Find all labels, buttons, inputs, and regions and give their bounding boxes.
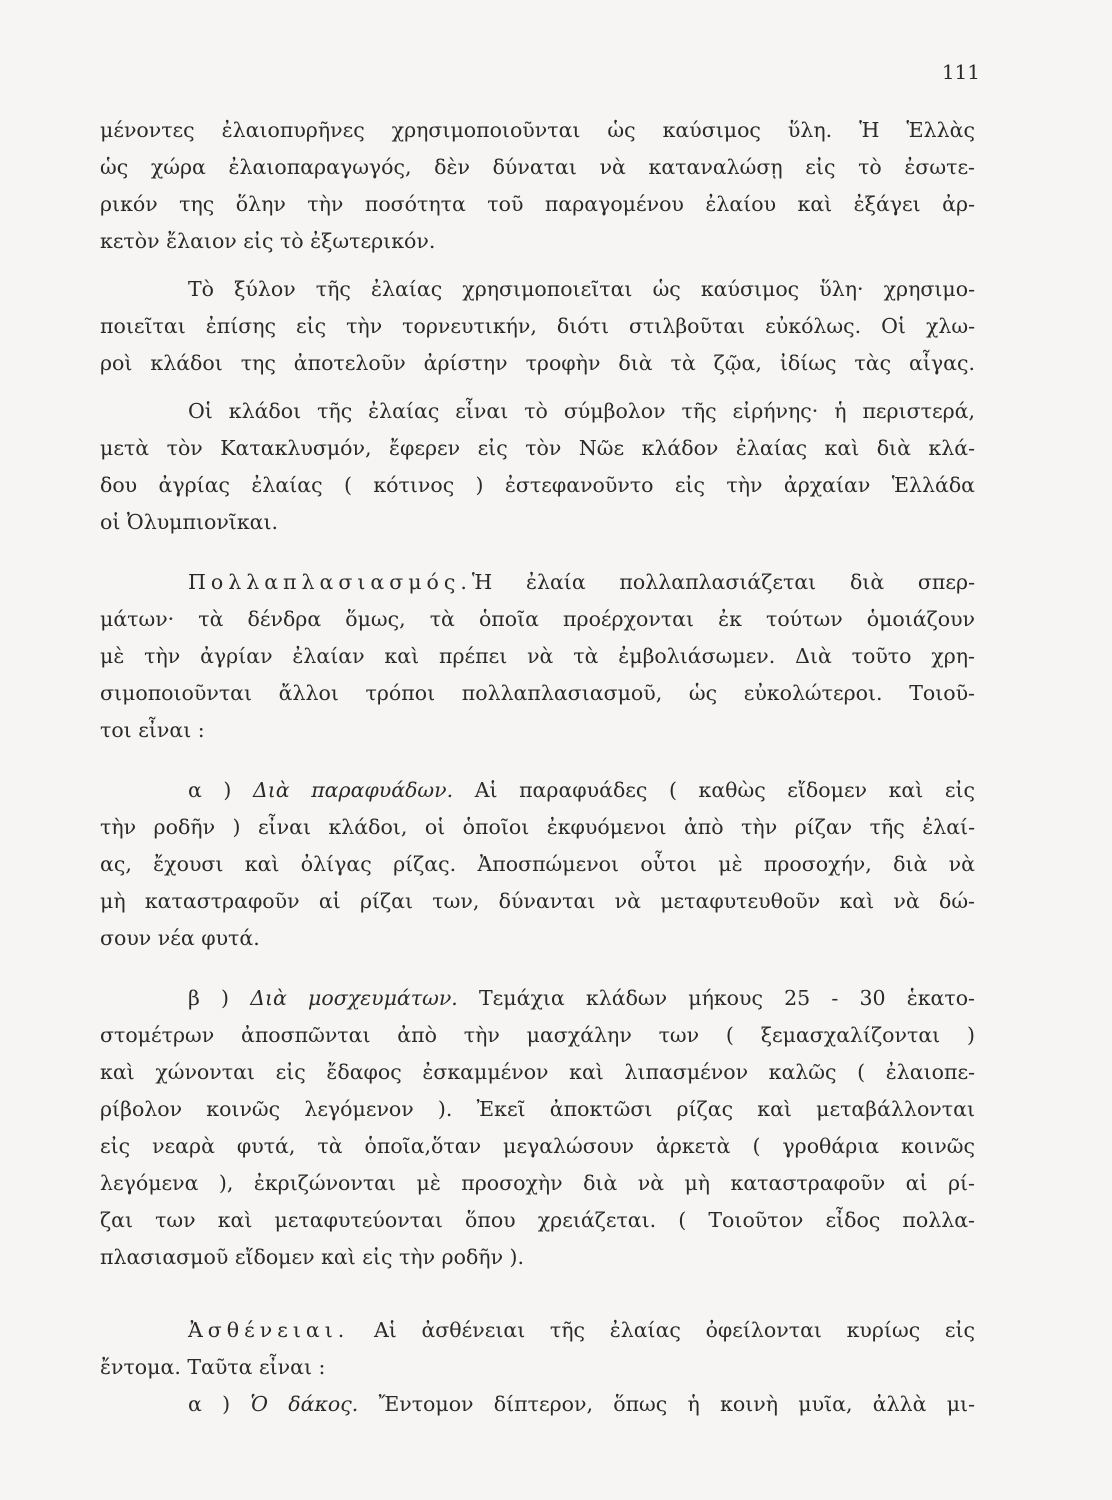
text-line: μάτων· τὰ δένδρα ὅμως, τὰ ὁποῖα προέρχονται ἐκ τούτων ὁμοιάζουν (100, 607, 975, 631)
text-line: κετὸν ἔλαιον εἰς τὸ ἐξωτερικόν. (100, 229, 436, 253)
list-marker: β ) (188, 986, 230, 1010)
heading-line-rest: Αἱ ἀσθένειαι τῆς ἐλαίας ὀφείλονται κυρίως εἰς (373, 1318, 975, 1342)
paragraph-propagation (100, 564, 975, 749)
text-line: ὡς χώρα ἐλαιοπαραγωγός, δὲν δύναται νὰ καταναλώσῃ εἰς τὸ ἐσωτε- (100, 155, 975, 179)
paragraph-olive-pits (100, 112, 975, 260)
subsection-line-rest: Ἔντομον δίπτερον, ὅπως ἡ κοινὴ μυῖα, ἀλλὰ μι- (378, 1392, 975, 1416)
text-line: σιμοποιοῦνται ἄλλοι τρόποι πολλαπλασιασμοῦ, ὡς εὐκολώτεροι. Τοιοῦ- (100, 681, 975, 705)
text-line: ἔντομα. Ταῦτα εἶναι : (100, 1355, 326, 1379)
text-line: Οἱ κλάδοι τῆς ἐλαίας εἶναι τὸ σύμβολον τῆς εἰρήνης· ἡ περιστερά, (188, 399, 975, 423)
text-line: μένοντες ἐλαιοπυρῆνες χρησιμοποιοῦνται ὡς καύσιμος ὕλη. Ἡ Ἑλλὰς (100, 118, 975, 142)
section-heading-diseases: Ἀσθένειαι. (188, 1318, 350, 1342)
subsection-title-olive-fly: Ὁ δάκος. (250, 1392, 359, 1416)
paragraph-olive-wood (100, 271, 975, 382)
text-line: ας, ἔχουσι καὶ ὀλίγας ρίζας. Ἀποσπώμενοι οὗτοι μὲ προσοχήν, διὰ νὰ (100, 852, 975, 876)
paragraph-diseases (100, 1312, 975, 1386)
text-line: λεγόμενα ), ἐκριζώνονται μὲ προσοχὴν διὰ νὰ μὴ καταστραφοῦν αἱ ρί- (100, 1171, 975, 1195)
text-line: εἰς νεαρὰ φυτά, τὰ ὁποῖα,ὅταν μεγαλώσουν ἀρκετὰ ( γροθάρια κοινῶς (100, 1134, 975, 1158)
text-block (100, 112, 975, 1423)
text-line: τὴν ροδῆν ) εἶναι κλάδοι, οἱ ὁποῖοι ἐκφυόμενοι ἀπὸ τὴν ρίζαν τῆς ἐλαί- (100, 815, 975, 839)
text-line: ρικόν της ὅλην τὴν ποσότητα τοῦ παραγομένου ἐλαίου καὶ ἐξάγει ἀρ- (100, 192, 975, 216)
text-line (100, 1386, 975, 1423)
list-marker: α ) (188, 778, 232, 802)
text-line: ρίβολον κοινῶς λεγόμενον ). Ἐκεῖ ἀποκτῶσι ρίζας καὶ μεταβάλλονται (100, 1097, 975, 1121)
text-line: ζαι των καὶ μεταφυτεύονται ὅπου χρειάζεται. ( Τοιοῦτον εἶδος πολλα- (100, 1208, 975, 1232)
text-line (100, 772, 975, 809)
text-line: μὲ τὴν ἀγρίαν ἐλαίαν καὶ πρέπει νὰ τὰ ἐμβολιάσωμεν. Διὰ τοῦτο χρη- (100, 644, 975, 668)
text-line: τοι εἶναι : (100, 718, 205, 742)
text-line: σουν νέα φυτά. (100, 926, 260, 950)
subsection-line-rest: Αἱ παραφυάδες ( καθὼς εἴδομεν καὶ εἰς (474, 778, 975, 802)
text-line (100, 1312, 975, 1349)
text-line: στομέτρων ἀποσπῶνται ἀπὸ τὴν μασχάλην των ( ξεμασχαλίζονται ) (100, 1023, 975, 1047)
paragraph-by-suckers (100, 772, 975, 957)
page-number: 111 (941, 60, 980, 84)
text-line (100, 980, 975, 1017)
subsection-title-suckers: Διὰ παραφυάδων. (252, 778, 454, 802)
section-heading-propagation: Πολλαπλασιασμός. (188, 570, 472, 594)
paragraph-by-cuttings (100, 980, 975, 1276)
subsection-title-cuttings: Διὰ μοσχευμάτων. (250, 986, 458, 1010)
text-line: ροὶ κλάδοι της ἀποτελοῦν ἀρίστην τροφὴν διὰ τὰ ζῷα, ἰδίως τὰς αἶγας. (100, 351, 975, 375)
text-line: μετὰ τὸν Κατακλυσμόν, ἔφερεν εἰς τὸν Νῶε κλάδον ἐλαίας καὶ διὰ κλά- (100, 436, 975, 460)
list-marker: α ) (188, 1392, 231, 1416)
heading-line-rest: Ἡ ἐλαία πολλαπλασιάζεται διὰ σπερ- (471, 570, 975, 594)
text-line: μὴ καταστραφοῦν αἱ ρίζαι των, δύνανται νὰ μεταφυτευθοῦν καὶ νὰ δώ- (100, 889, 975, 913)
text-line: Τὸ ξύλον τῆς ἐλαίας χρησιμοποιεῖται ὡς καύσιμος ὕλη· χρησιμο- (188, 277, 975, 301)
text-line: πλασιασμοῦ εἴδομεν καὶ εἰς τὴν ροδῆν ). (100, 1245, 525, 1269)
text-line: ποιεῖται ἐπίσης εἰς τὴν τορνευτικήν, διότι στιλβοῦται εὐκόλως. Οἱ χλω- (100, 314, 975, 338)
paragraph-peace-symbol (100, 393, 975, 541)
text-line (100, 564, 975, 601)
text-line: οἱ Ὀλυμπιονῖκαι. (100, 510, 279, 534)
text-line: δου ἀγρίας ἐλαίας ( κότινος ) ἐστεφανοῦντο εἰς τὴν ἀρχαίαν Ἑλλάδα (100, 473, 975, 497)
subsection-line-rest: Τεμάχια κλάδων μήκους 25 - 30 ἑκατο- (478, 986, 975, 1010)
paragraph-olive-fly (100, 1386, 975, 1423)
text-line: καὶ χώνονται εἰς ἔδαφος ἐσκαμμένον καὶ λιπασμένον καλῶς ( ἐλαιοπε- (100, 1060, 975, 1084)
